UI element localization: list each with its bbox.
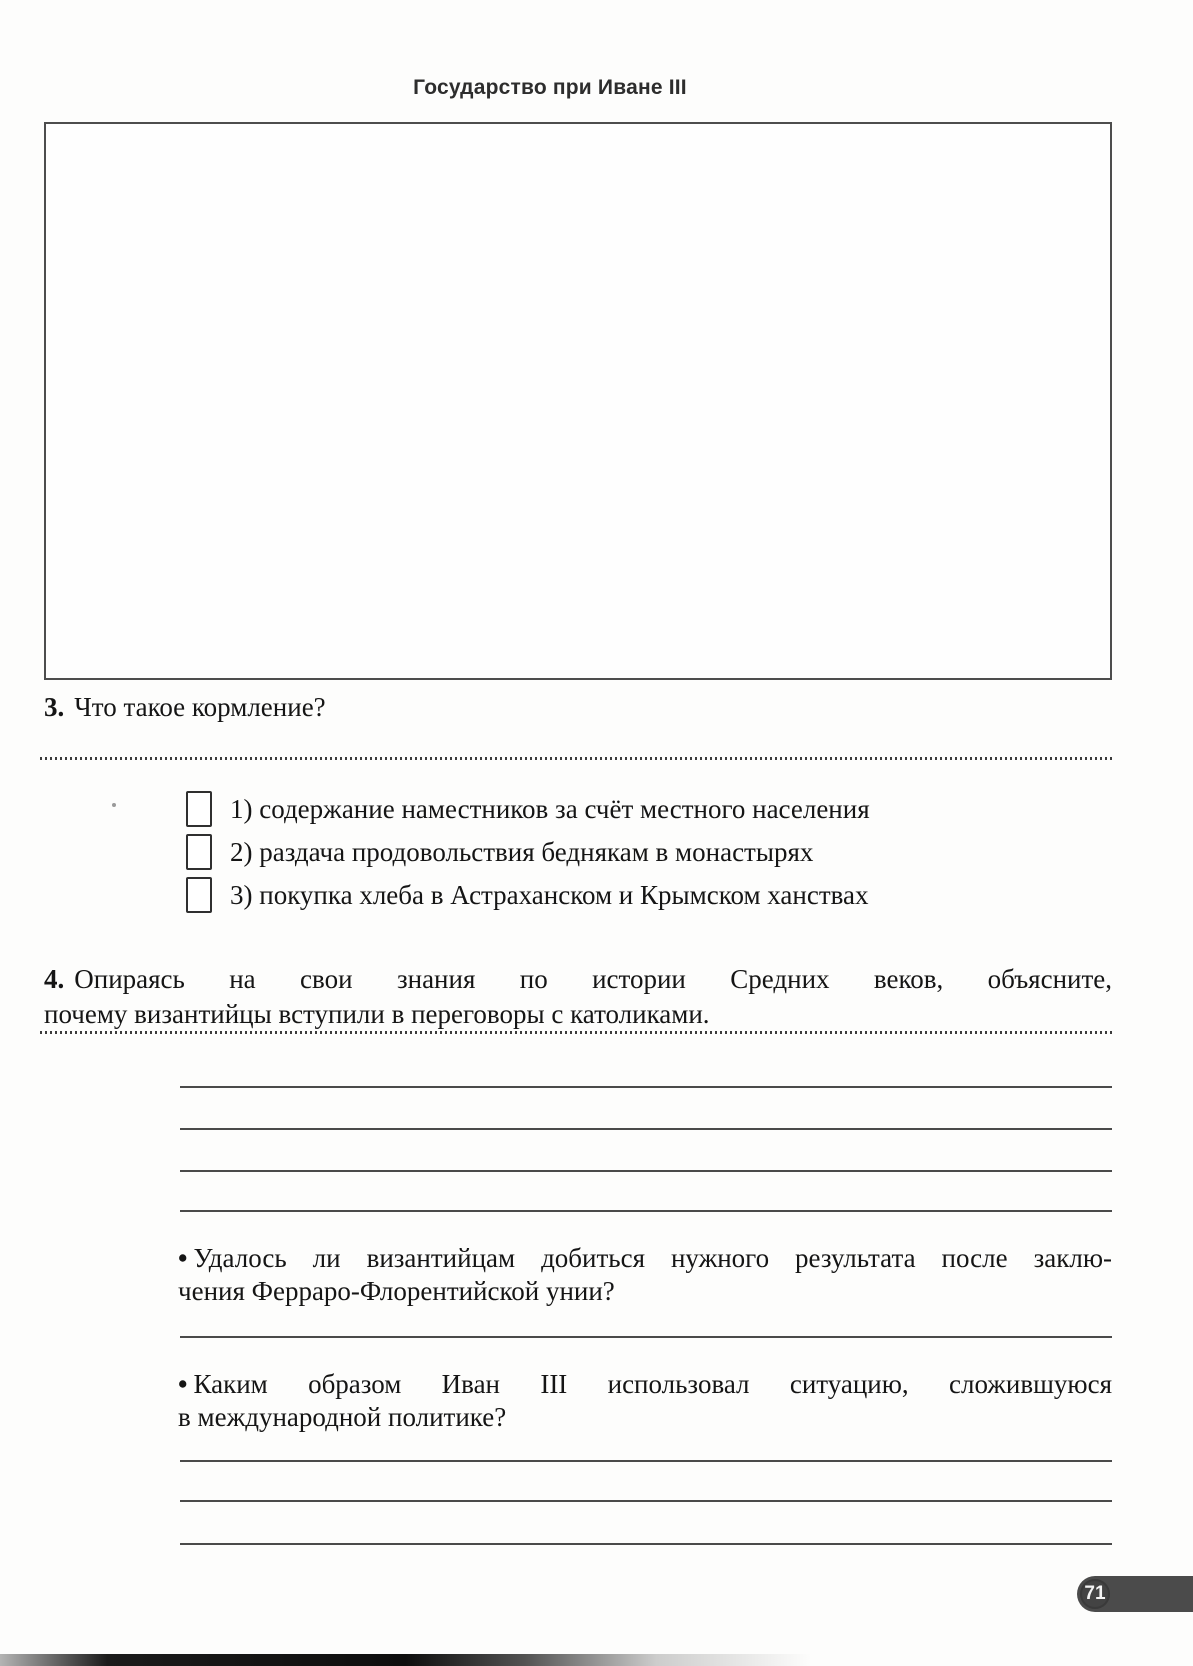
question-3-number: 3. [44,692,65,722]
sub-question-2-line-2: в международной политике? [178,1402,507,1432]
option-3-checkbox[interactable] [186,877,212,913]
question-4-text-line-1: Опираясь на свои знания по истории Средних веков, объясните, [74,964,1112,994]
option-1-label: 1) содержание наместников за счёт местного населения [230,794,870,824]
sub-question-1-line-2: чения Ферраро-Флорентийской унии? [178,1276,615,1306]
answer-line[interactable] [180,1460,1112,1462]
question-4-number: 4. [44,964,65,994]
answer-line[interactable] [180,1336,1112,1338]
option-1-checkbox[interactable] [186,791,212,827]
option-3-label: 3) покупка хлеба в Астраханском и Крымском ханствах [230,880,869,910]
answer-line[interactable] [180,1500,1112,1502]
page-number: 71 [1084,1583,1106,1604]
scan-edge-bar [0,1654,1193,1666]
option-2-checkbox[interactable] [186,834,212,870]
question-3-text: Что такое кормление? [74,692,326,722]
page-number-circle [1080,1579,1110,1609]
answer-line[interactable] [180,1543,1112,1545]
dotted-separator [40,1031,1112,1034]
sub-question-1 [178,1242,1112,1308]
answer-line[interactable] [180,1086,1112,1088]
question-4-line-2: почему византийцы вступили в переговоры с католиками. [44,999,710,1029]
question-4-line-1 [44,962,1112,996]
answer-line[interactable] [180,1210,1112,1212]
scan-speck [112,803,116,807]
sub-question-2-line-1: • Каким образом Иван III использовал ситуацию, сложившуюся [178,1369,1112,1399]
sub-question-1-line-1: • Удалось ли византийцам добиться нужного результата после заклю- [178,1243,1112,1273]
answer-line[interactable] [180,1170,1112,1172]
option-row-1 [186,791,870,827]
option-2-label: 2) раздача продовольствия беднякам в монастырях [230,837,814,867]
bullet-marker: • [178,1369,188,1399]
question-3 [44,690,1112,724]
page-number-badge [1077,1576,1193,1612]
answer-line[interactable] [180,1128,1112,1130]
answer-box[interactable] [44,122,1112,680]
sub-question-2 [178,1368,1112,1434]
option-row-3 [186,877,869,913]
bullet-marker: • [178,1243,188,1273]
option-row-2 [186,834,813,870]
dotted-separator [40,757,1112,760]
page-title: Государство при Иване III [413,76,687,99]
